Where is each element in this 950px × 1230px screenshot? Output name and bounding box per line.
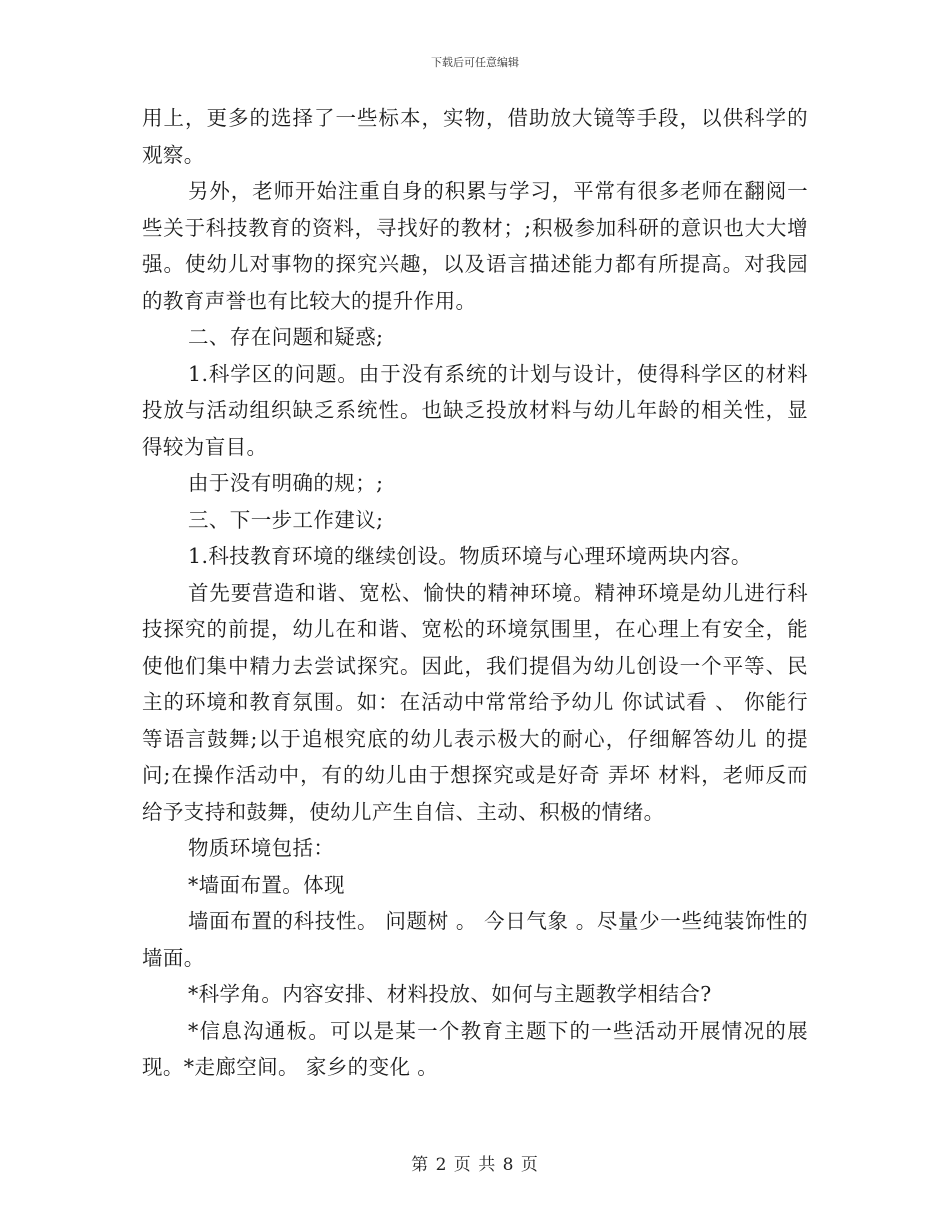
paragraph: 墙面布置的科技性。 问题树 。 今日气象 。尽量少一些纯装饰性的墙面。 xyxy=(142,909,808,970)
paragraph: 1.科技教育环境的继续创设。物质环境与心理环境两块内容。 xyxy=(188,544,752,568)
section-heading: 三、下一步工作建议; xyxy=(188,507,384,532)
paragraph: 首先要营造和谐、宽松、愉快的精神环境。精神环境是幼儿进行科技探究的前提，幼儿在和谐、宽松的环境氛围里，在心理上有安全，能使他们集中精力去尝试探究。因此，我们提倡为幼儿创设一个平等、民主的环境和教育氛围。如：在活动中常常给予幼儿 你试试看 、 你能行 等语言鼓舞;以于追根究底的幼儿表示极大的耐心，仔细解答幼儿 的提问;在操作活动中，有的幼儿由于想探究或是好奇 弄坏 材料，老师反而给予支持和鼓舞，使幼儿产生自信、主动、积极的情绪。 xyxy=(142,580,808,824)
section-heading: 二、存在问题和疑惑; xyxy=(188,325,384,349)
paragraph: 另外，老师开始注重自身的积累与学习，平常有很多老师在翻阅一些关于科技教育的资料，寻找好的教材；;积极参加科研的意识也大大增强。使幼儿对事物的探究兴趣，以及语言描述能力都有所提高。对我园的教育声誉也有比较大的提升作用。 xyxy=(142,179,808,313)
paragraph: 1.科学区的问题。由于没有系统的计划与设计，使得科学区的材料投放与活动组织缺乏系统性。也缺乏投放材料与幼儿年龄的相关性，显得较为盲目。 xyxy=(142,361,808,459)
list-item: *科学角。内容安排、材料投放、如何与主题教学相结合? xyxy=(188,982,712,1006)
document-body xyxy=(142,100,808,1086)
list-item: *信息沟通板。可以是某一个教育主题下的一些活动开展情况的展现。*走廊空间。 家乡的变化 。 xyxy=(142,1018,808,1079)
page-header: 下载后可任意编辑 xyxy=(431,56,519,69)
paragraph: 物质环境包括： xyxy=(188,836,335,860)
paragraph: 用上，更多的选择了一些标本，实物，借助放大镜等手段，以供科学的观察。 xyxy=(142,106,808,167)
paragraph: 由于没有明确的规；; xyxy=(188,471,384,495)
list-item: *墙面布置。体现 xyxy=(188,872,345,897)
page-number: 第 2 页 共 8 页 xyxy=(411,1155,539,1175)
